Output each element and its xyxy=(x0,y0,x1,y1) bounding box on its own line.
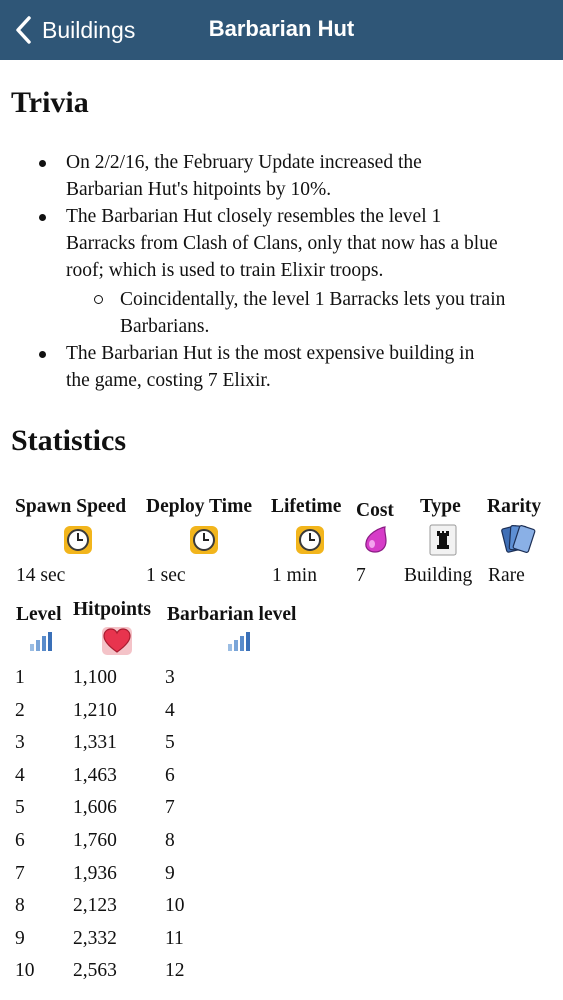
clock-icon xyxy=(295,525,325,555)
trivia-text: On 2/2/16, the February Update increased the xyxy=(66,152,422,173)
barbarian-level-cell: 9 xyxy=(165,862,175,884)
level-cell: 3 xyxy=(15,732,25,754)
cost-header: Cost xyxy=(356,500,394,521)
hitpoints-cell: 1,100 xyxy=(73,667,117,688)
type-value: Building xyxy=(404,565,473,586)
hitpoints-cell: 2,563 xyxy=(73,960,117,982)
barbarian-level-cell: 8 xyxy=(165,830,175,851)
barbarian-level-header: Barbarian level xyxy=(167,604,297,625)
deploy-time-header: Deploy Time xyxy=(146,496,252,517)
spawn-speed-header: Spawn Speed xyxy=(15,496,127,517)
navigation-bar xyxy=(0,0,563,60)
trivia-subitem xyxy=(120,286,560,340)
heart-icon xyxy=(101,626,133,656)
page-title-text: Barbarian Hut xyxy=(208,16,355,41)
statistics-heading: Statistics xyxy=(11,424,126,457)
back-button-label: Buildings xyxy=(42,16,136,43)
clock-icon xyxy=(63,525,93,555)
hitpoints-cell: 1,606 xyxy=(73,797,117,819)
elixir-drop-icon xyxy=(361,524,389,554)
deploy-time-value: 1 sec xyxy=(146,565,186,586)
trivia-text: Coincidentally, the level 1 Barracks lets you train xyxy=(120,289,506,310)
trivia-text: roof; which is used to train Elixir troops. xyxy=(66,260,384,281)
trivia-item xyxy=(66,203,536,284)
level-cell: 6 xyxy=(15,830,25,851)
hitpoints-cell: 1,936 xyxy=(73,862,117,884)
level-cell: 8 xyxy=(15,895,25,917)
trivia-text: the game, costing 7 Elixir. xyxy=(66,370,271,391)
trivia-item xyxy=(66,340,536,394)
trivia-text: Barracks from Clash of Clans, only that now has a blue xyxy=(66,233,498,254)
cards-icon xyxy=(500,522,536,556)
trivia-heading: Trivia xyxy=(11,86,89,119)
level-cell: 4 xyxy=(15,764,25,786)
trivia-text: The Barbarian Hut closely resembles the level 1 xyxy=(66,206,442,227)
level-signal-icon xyxy=(29,630,53,652)
bullet-dot xyxy=(39,214,46,221)
hitpoints-cell: 1,760 xyxy=(73,830,117,851)
barbarian-level-cell: 4 xyxy=(165,699,175,721)
level-cell: 2 xyxy=(15,699,25,721)
trivia-item xyxy=(66,149,536,203)
clock-icon xyxy=(189,525,219,555)
trivia-text: The Barbarian Hut is the most expensive building in xyxy=(66,343,475,364)
level-cell: 10 xyxy=(15,960,35,982)
page-title xyxy=(0,16,563,42)
spawn-speed-value: 14 sec xyxy=(16,565,66,586)
trivia-text: Barbarians. xyxy=(120,316,210,337)
hitpoints-cell: 1,331 xyxy=(73,732,117,754)
level-cell: 9 xyxy=(15,927,25,949)
type-header: Type xyxy=(420,496,461,517)
rook-icon xyxy=(429,524,457,556)
level-header: Level xyxy=(16,604,62,625)
cost-value: 7 xyxy=(356,565,366,586)
barbarian-level-cell: 11 xyxy=(165,927,184,949)
barbarian-level-cell: 5 xyxy=(165,732,175,754)
hitpoints-cell: 2,123 xyxy=(73,895,117,917)
rarity-header: Rarity xyxy=(487,496,542,517)
level-cell: 1 xyxy=(15,667,25,688)
bullet-dot xyxy=(39,160,46,167)
barbarian-level-cell: 7 xyxy=(165,797,175,819)
level-signal-icon xyxy=(227,630,251,652)
bullet-ring xyxy=(94,295,103,304)
lifetime-value: 1 min xyxy=(272,565,317,586)
barbarian-level-cell: 3 xyxy=(165,667,175,688)
hitpoints-cell: 1,210 xyxy=(73,699,117,721)
bullet-dot xyxy=(39,351,46,358)
lifetime-header: Lifetime xyxy=(271,496,342,517)
trivia-text: Barbarian Hut's hitpoints by 10%. xyxy=(66,179,332,200)
hitpoints-cell: 2,332 xyxy=(73,927,117,949)
rarity-value: Rare xyxy=(488,565,525,586)
hitpoints-header: Hitpoints xyxy=(73,599,152,620)
barbarian-level-cell: 10 xyxy=(165,895,185,917)
barbarian-level-cell: 12 xyxy=(165,960,185,982)
hitpoints-cell: 1,463 xyxy=(73,764,117,786)
level-cell: 5 xyxy=(15,797,25,819)
level-cell: 7 xyxy=(15,862,25,884)
barbarian-level-cell: 6 xyxy=(165,764,175,786)
